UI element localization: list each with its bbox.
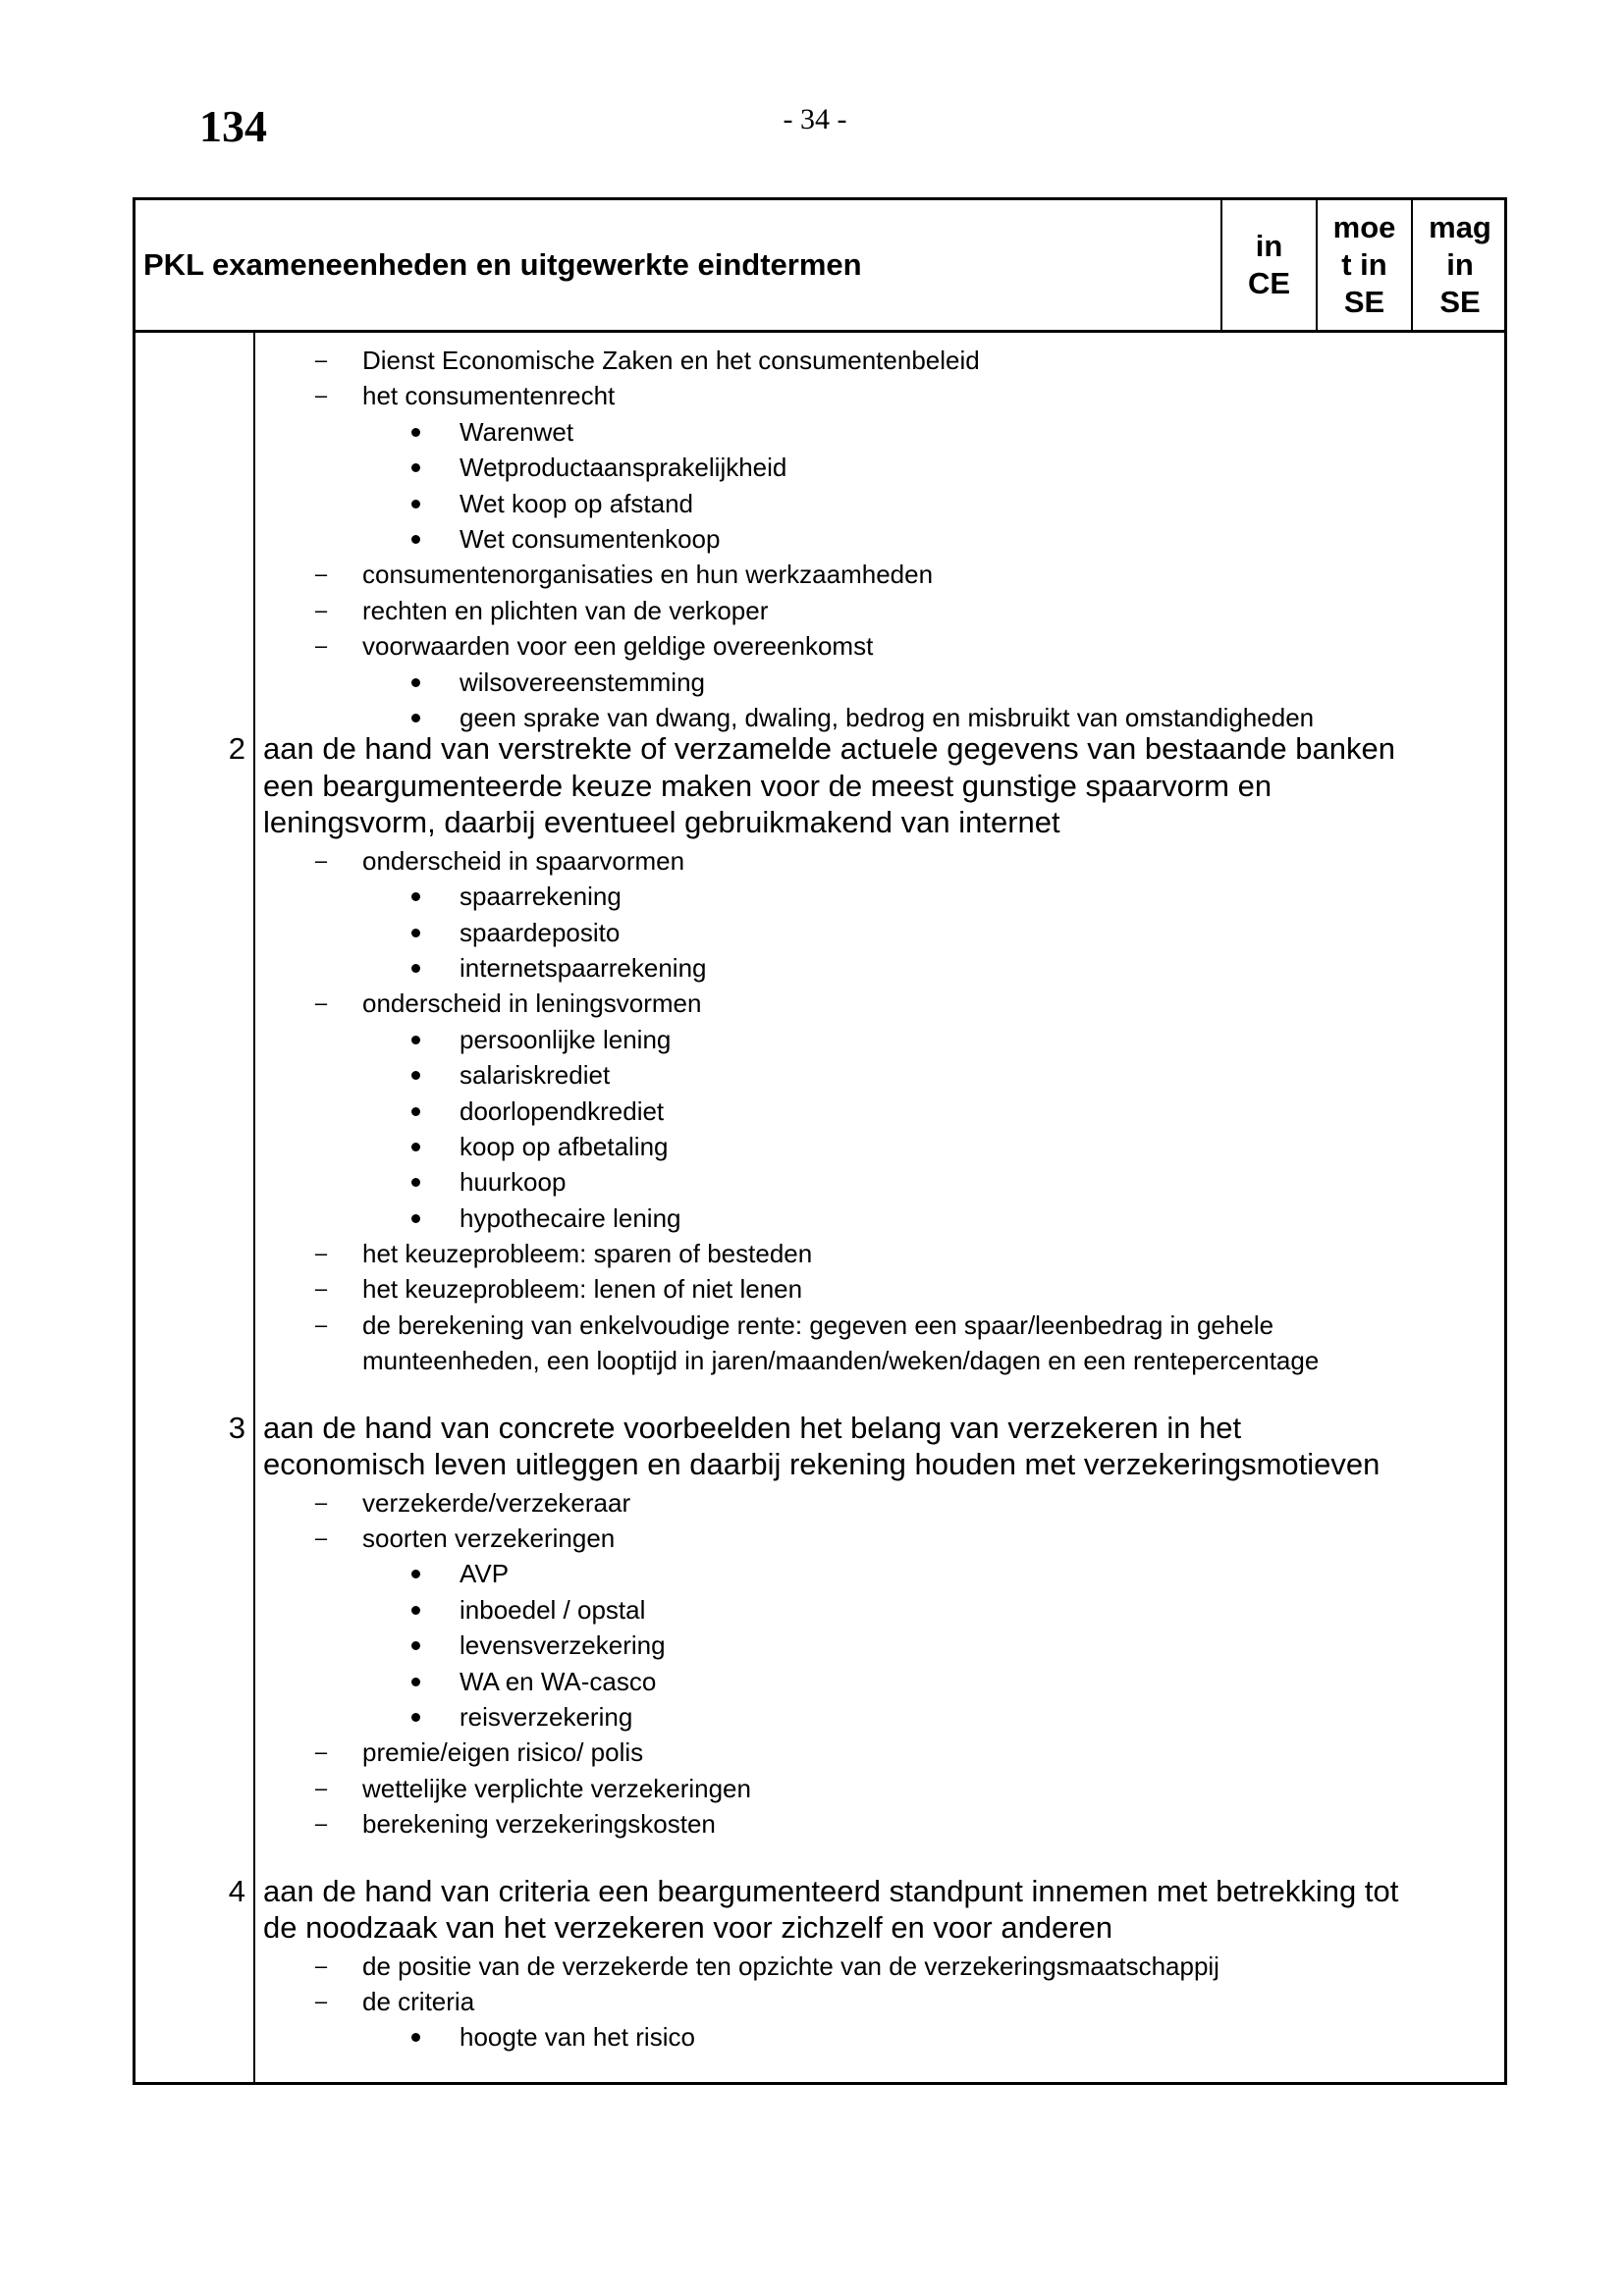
bullet-icon [411,1071,420,1080]
dash-list-item [135,1308,1504,1343]
eindterm-item [135,1873,1504,1947]
bullet-icon [411,428,420,437]
bullet-list-item [135,950,1504,986]
bullet-icon [411,1678,420,1686]
dash-icon: – [314,1811,328,1837]
header-col-moet-in-se [1316,200,1411,330]
bullet-icon [411,1143,420,1151]
dash-list-item [135,1806,1504,1842]
eindterm-description [263,730,1504,841]
header-col-label: CE [1247,266,1291,300]
bullet-list-item [135,915,1504,950]
list-item-text: spaardeposito [460,917,621,947]
dash-list-item [135,1236,1504,1271]
list-item-text: het keuzeprobleem: sparen of besteden [362,1239,813,1269]
dash-icon: – [314,1775,328,1800]
list-item-text: hypothecaire lening [460,1202,681,1233]
dash-list-item [135,628,1504,664]
eindterm-item [135,1410,1504,1483]
list-item-text: onderscheid in spaarvormen [362,845,685,876]
bullet-list-item [135,1556,1504,1591]
list-item-text: WA en WA-casco [460,1666,657,1696]
dash-icon: – [314,561,328,587]
eindtermen-table [133,197,1507,2085]
bullet-icon [411,964,420,973]
dash-icon: – [314,597,328,622]
page-folio: - 34 - [783,103,847,135]
bullet-icon [411,929,420,937]
list-item-text: geen sprake van dwang, dwaling, bedrog en misbruikt van omstandigheden [460,702,1315,732]
page-number: 134 [199,101,267,151]
header-col-mag-in-se [1411,200,1507,330]
list-item-continuation [135,1343,1504,1378]
list-item-text: huurkoop [460,1167,567,1198]
bullet-icon [411,714,420,722]
list-item-text: premie/eigen risico/ polis [362,1737,644,1768]
bullet-list-item [135,1664,1504,1699]
eindterm-description-line: een beargumenteerde keuze maken voor de meest gunstige spaarvorm en [263,768,1272,803]
bullet-icon [411,678,420,687]
list-item-text: wettelijke verplichte verzekeringen [362,1773,751,1803]
list-item-text: Warenwet [460,416,574,447]
dash-icon: – [314,1241,328,1266]
bullet-icon [411,1107,420,1116]
dash-list-item [135,343,1504,378]
bullet-list-item [135,2019,1504,2055]
bullet-list-item [135,1057,1504,1093]
bullet-icon [411,892,420,901]
bullet-icon [411,1713,420,1722]
dash-list-item [135,1984,1504,2019]
bullet-list-item [135,665,1504,700]
eindterm-description-line: aan de hand van verstrekte of verzamelde actuele gegevens van bestaande banken [263,731,1395,767]
bullet-list-item [135,1201,1504,1236]
list-item-text: munteenheden, een looptijd in jaren/maanden/weken/dagen en een rentepercentage [362,1346,1320,1376]
bullet-list-item [135,414,1504,450]
table-header-title: PKL exameneenheden en uitgewerkte eindtermen [143,247,862,282]
dash-list-item [135,1271,1504,1307]
list-item-text: verzekerde/verzekeraar [362,1487,631,1518]
bullet-icon [411,535,420,544]
list-item-text: Wetproductaansprakelijkheid [460,453,787,483]
list-item-text: levensverzekering [460,1630,666,1661]
dash-list-item [135,843,1504,879]
bullet-icon [411,1570,420,1578]
bullet-icon [411,463,420,472]
eindterm-description-line: de noodzaak van het verzekeren voor zichzelf en voor anderen [263,1910,1113,1946]
header-col-label: mag [1429,210,1491,244]
bullet-list-item [135,879,1504,914]
eindterm-item [135,730,1504,841]
eindterm-description-line: aan de hand van concrete voorbeelden het belang van verzekeren in het [263,1410,1242,1445]
list-item-text: Wet koop op afstand [460,488,694,518]
list-item-text: persoonlijke lening [460,1024,672,1054]
dash-list-item [135,378,1504,413]
table-header [135,200,1504,333]
dash-list-item [135,986,1504,1021]
dash-icon: – [314,1525,328,1551]
list-item-text: reisverzekering [460,1702,633,1732]
list-item-text: consumentenorganisaties en hun werkzaamheden [362,560,934,590]
list-item-text: onderscheid in leningsvormen [362,988,702,1019]
bullet-list-item [135,1628,1504,1663]
list-item-text: de berekening van enkelvoudige rente: gegeven een spaar/leenbedrag in gehele [362,1309,1274,1340]
dash-icon: – [314,1988,328,2013]
list-item-text: koop op afbetaling [460,1131,669,1161]
bullet-icon [411,1214,420,1223]
eindterm-description-line: leningsvorm, daarbij eventueel gebruikmakend van internet [263,805,1060,840]
list-item-text: rechten en plichten van de verkoper [362,595,769,625]
bullet-list-item [135,486,1504,521]
list-item-text: doorlopendkrediet [460,1095,665,1126]
bullet-icon [411,1178,420,1187]
eindterm-description-line: economisch leven uitleggen en daarbij rekening houden met verzekeringsmotieven [263,1447,1380,1482]
bullet-list-item [135,1129,1504,1164]
bullet-icon [411,500,420,508]
dash-icon: – [314,633,328,659]
bullet-icon [411,1641,420,1650]
list-item-text: voorwaarden voor een geldige overeenkomst [362,631,874,662]
list-item-text: Wet consumentenkoop [460,523,721,554]
dash-list-item [135,557,1504,592]
dash-icon: – [314,347,328,372]
header-col-label: t in [1341,247,1387,282]
bullet-list-item [135,450,1504,485]
eindterm-description [263,1873,1504,1947]
list-item-text: het consumentenrecht [362,381,616,411]
dash-list-item [135,1949,1504,1984]
header-col-in-ce [1220,200,1316,330]
bullet-list-item [135,1022,1504,1057]
bullet-list-item [135,521,1504,557]
table-content [135,343,1504,2056]
dash-list-item [135,1485,1504,1521]
dash-list-item [135,1521,1504,1556]
dash-icon: – [314,383,328,408]
dash-icon: – [314,1489,328,1515]
list-item-text: AVP [460,1559,510,1589]
header-col-label: SE [1343,285,1385,319]
dash-icon: – [314,847,328,873]
bullet-icon [411,1606,420,1615]
dash-list-item [135,1735,1504,1770]
list-item-text: Dienst Economische Zaken en het consumentenbeleid [362,346,980,375]
list-item-text: salariskrediet [460,1060,611,1091]
dash-icon: – [314,1311,328,1337]
bullet-icon [411,1036,420,1044]
list-item-text: inboedel / opstal [460,1594,646,1625]
list-item-text: de positie van de verzekerde ten opzichte van de verzekeringsmaatschappij [362,1950,1219,1981]
header-col-label: moe [1332,210,1396,244]
eindterm-number: 3 [228,1410,245,1445]
list-item-text: berekening verzekeringskosten [362,1809,716,1840]
list-item-text: wilsovereenstemming [460,667,705,697]
dash-list-item [135,593,1504,628]
eindterm-description-line: aan de hand van criteria een beargumenteerd standpunt innemen met betrekking tot [263,1873,1399,1908]
eindterm-number: 2 [228,731,245,767]
eindterm-number: 4 [228,1873,245,1908]
list-item-text: het keuzeprobleem: lenen of niet lenen [362,1274,803,1305]
list-item-text: hoogte van het risico [460,2022,695,2053]
bullet-list-item [135,1094,1504,1129]
dash-icon: – [314,1739,328,1765]
bullet-list-item [135,1699,1504,1735]
bullet-icon [411,2033,420,2042]
bullet-list-item [135,1592,1504,1628]
table-body [135,333,1504,2082]
list-item-text: de criteria [362,1986,475,2016]
dash-list-item [135,1771,1504,1806]
dash-icon: – [314,990,328,1016]
header-col-label: in [1255,229,1283,263]
bullet-list-item [135,1164,1504,1200]
eindterm-description [263,1410,1504,1483]
dash-icon: – [314,1952,328,1978]
list-item-text: soorten verzekeringen [362,1523,616,1554]
dash-icon: – [314,1276,328,1302]
header-col-label: in [1446,247,1474,282]
list-item-text: internetspaarrekening [460,952,707,983]
list-item-text: spaarrekening [460,881,622,912]
header-col-label: SE [1439,285,1481,319]
